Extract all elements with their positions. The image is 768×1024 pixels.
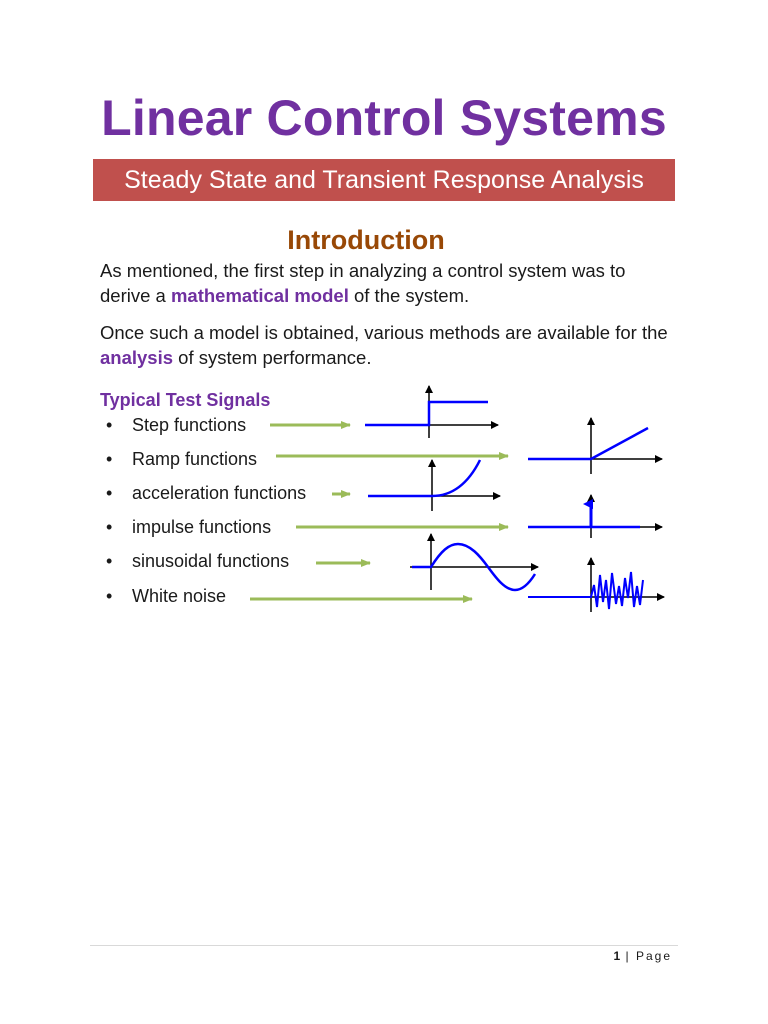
signals-heading: Typical Test Signals <box>100 390 271 410</box>
subtitle-text: Steady State and Transient Response Analysis <box>124 166 644 194</box>
bullet-icon: • <box>106 517 113 537</box>
bullet-icon: • <box>106 551 113 571</box>
section-title <box>0 222 732 258</box>
bullet-icon: • <box>106 483 113 503</box>
bullet-icon: • <box>106 415 113 435</box>
test-signals-diagram <box>0 380 768 620</box>
page-number: 1 <box>613 949 621 963</box>
footer-divider <box>90 945 678 946</box>
signal-label: impulse functions <box>132 517 272 537</box>
highlight-analysis: analysis <box>100 347 174 368</box>
paragraph-text: of system performance. <box>173 347 372 368</box>
white-noise-plot <box>528 558 664 612</box>
bullet-icon: • <box>106 449 113 469</box>
signal-label: Ramp functions <box>132 449 258 469</box>
signal-label: Step functions <box>132 415 247 435</box>
step-function-plot <box>365 386 498 438</box>
page-label: Page <box>635 949 672 963</box>
highlight-mathematical-model: mathematical model <box>170 285 349 306</box>
acceleration-function-plot <box>368 460 500 511</box>
paragraph-text: As mentioned, the first step in analyzing a control system was to derive a <box>100 260 626 306</box>
paragraph-text: Once such a model is obtained, various methods are available for the <box>100 322 668 343</box>
impulse-function-plot <box>528 495 662 538</box>
intro-paragraph-2 <box>100 320 680 370</box>
document-title: Linear Control Systems <box>101 90 667 146</box>
ramp-function-plot <box>528 418 662 474</box>
footer-separator: | <box>625 949 631 963</box>
intro-paragraph-1 <box>100 258 680 308</box>
subtitle-banner <box>93 159 675 201</box>
section-title-text: Introduction <box>287 225 445 255</box>
signal-label: acceleration functions <box>132 483 307 503</box>
sinusoidal-function-plot <box>410 534 538 590</box>
paragraph-text: of the system. <box>348 285 470 306</box>
page-footer <box>613 948 672 964</box>
signal-label: sinusoidal functions <box>132 551 290 571</box>
bullet-icon: • <box>106 586 113 606</box>
signal-label: White noise <box>132 586 227 606</box>
